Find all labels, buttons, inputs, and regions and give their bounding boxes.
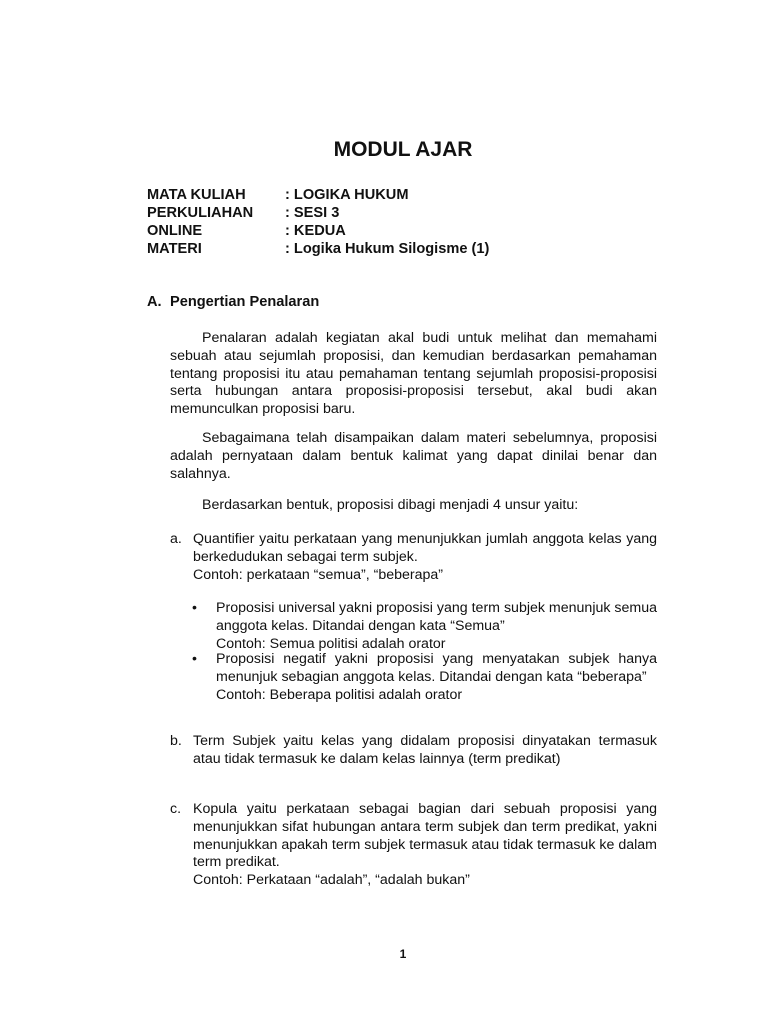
bullet-item-example: Contoh: Beberapa politisi adalah orator [216, 686, 463, 703]
course-info-value: : SESI 3 [285, 205, 340, 221]
course-info-key: PERKULIAHAN [147, 205, 254, 221]
bullet-item-universal [192, 600, 657, 653]
course-info-value: : KEDUA [285, 223, 346, 239]
bullet-item-text: Proposisi negatif yakni proposisi yang menyatakan subjek hanya menunjuk sebagian anggota kelas. Ditandai dengan kata “beberapa” [216, 651, 657, 685]
course-info-key: MATA KULIAH [147, 187, 246, 203]
document-title: MODUL AJAR [333, 138, 473, 161]
list-item-example: Contoh: Perkataan “adalah”, “adalah bukan” [193, 872, 470, 889]
section-title: Pengertian Penalaran [170, 294, 320, 310]
bullet-item-body [216, 600, 657, 653]
list-marker: c. [170, 801, 182, 817]
list-item-kopula [170, 801, 657, 890]
list-item-example: Contoh: perkataan “semua”, “beberapa” [193, 566, 443, 583]
list-item-quantifier [170, 531, 657, 584]
section-number: A. [147, 294, 162, 310]
course-info-row [147, 186, 489, 204]
paragraph-penalaran: Penalaran adalah kegiatan akal budi untuk melihat dan memahami sebuah atau sejumlah proposisi, dan kemudian berdasarkan pemahaman tentang proposisi itu atau pemahaman tentang sejumlah proposisi-proposisi serta hubungan antara proposisi-proposisi tersebut, akal budi akan memunculkan proposisi baru. [170, 330, 657, 418]
course-info-value: : Logika Hukum Silogisme (1) [285, 241, 490, 257]
list-marker: a. [170, 531, 182, 547]
list-item-text: Kopula yaitu perkataan sebagai bagian dari sebuah proposisi yang menunjukkan sifat hubungan antara term subjek dan term predikat, yakni menunjukkan apakah term subjek termasuk atau tidak termasuk ke dalam term predikat. [193, 801, 657, 871]
course-info-key: MATERI [147, 241, 202, 257]
list-item-body [193, 531, 657, 584]
course-info-value: : LOGIKA HUKUM [285, 187, 409, 203]
list-item-term-subjek [170, 733, 657, 769]
bullet-item-example: Contoh: Semua politisi adalah orator [216, 635, 446, 652]
bullet-item-body [216, 651, 657, 704]
course-info-row [147, 240, 489, 258]
course-info-row [147, 222, 489, 240]
bullet-item-negatif [192, 651, 657, 704]
list-item-text: Quantifier yaitu perkataan yang menunjukkan jumlah anggota kelas yang berkedudukan sebagai term subjek. [193, 531, 657, 565]
paragraph-proposisi: Sebagaimana telah disampaikan dalam materi sebelumnya, proposisi adalah pernyataan dalam bentuk kalimat yang dapat dinilai benar dan salahnya. [170, 430, 657, 482]
section-heading [147, 293, 319, 311]
list-item-body [193, 801, 657, 890]
bullet-marker: • [192, 651, 197, 667]
course-info-row [147, 204, 489, 222]
course-info-key: ONLINE [147, 223, 203, 239]
bullet-marker: • [192, 600, 197, 616]
bullet-item-text: Proposisi universal yakni proposisi yang term subjek menunjuk semua anggota kelas. Ditandai dengan kata “Semua” [216, 600, 657, 634]
list-marker: b. [170, 733, 182, 749]
course-info [147, 186, 489, 258]
page-number: 1 [399, 947, 407, 961]
paragraph-bentuk: Berdasarkan bentuk, proposisi dibagi menjadi 4 unsur yaitu: [202, 497, 579, 513]
list-item-text: Term Subjek yaitu kelas yang didalam proposisi dinyatakan termasuk atau tidak termasuk ke dalam kelas lainnya (term predikat) [193, 733, 657, 767]
list-item-body [193, 733, 657, 769]
